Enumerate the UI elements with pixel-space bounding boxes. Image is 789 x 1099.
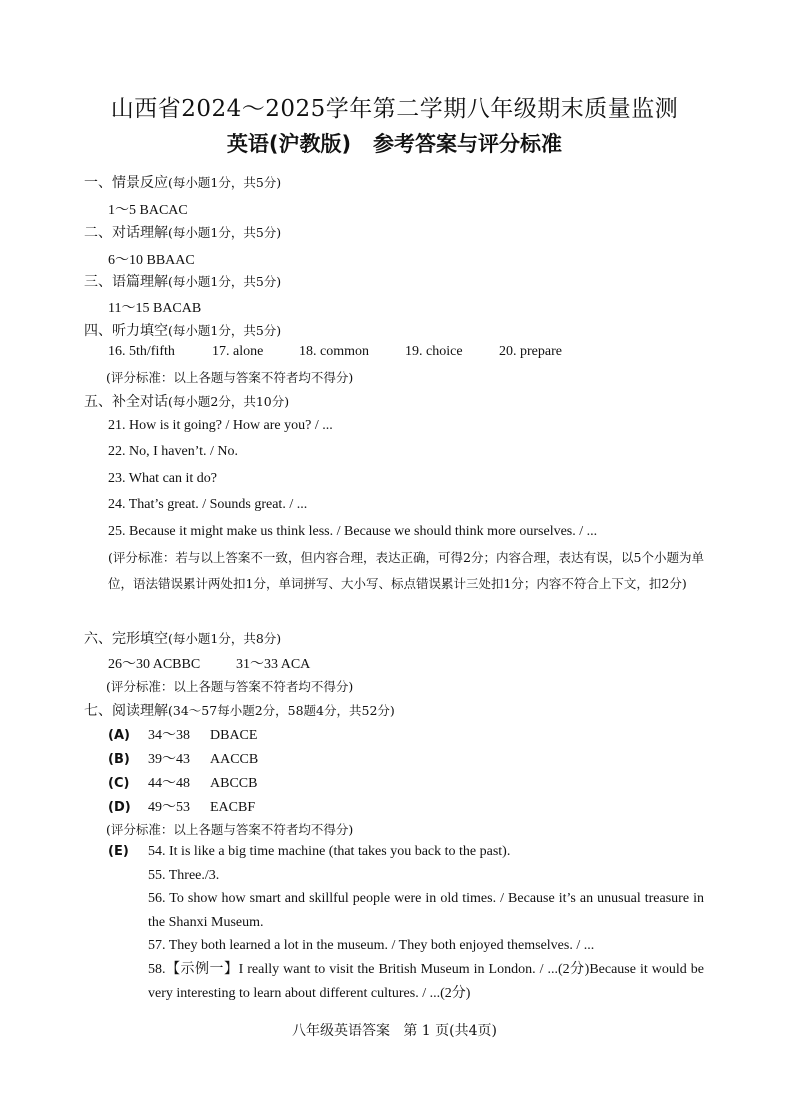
answer-item: 55. Three./3. [148,868,220,883]
section-name: 二、对话理解 [84,225,168,241]
answer-item: 24. That’s great. / Sounds great. / ... [108,497,308,512]
scoring-note: (评分标准：以上各题与答案不符者均不得分) [106,679,354,694]
answer-item: 16. 5th/fifth [108,344,175,359]
answer-line: 26～30 ACBBC [108,657,201,672]
section-points: (每小题1分，共5分) [168,225,282,240]
scoring-note: (评分标准：以上各题与答案不符者均不得分) [106,822,354,837]
section-points: (34～57每小题2分，58题4分，共52分) [168,703,395,718]
answer-line: 31～33 ACA [236,657,311,672]
answer-line: 1～5 BACAC [108,203,188,218]
answer-item: 18. common [299,344,369,359]
answer-item: 54. It is like a big time machine (that takes you back to the past). [148,844,511,859]
answer-item: 22. No, I haven’t. / No. [108,444,238,459]
section-heading [84,222,281,242]
answer-item [148,958,704,1006]
scoring-note: (评分标准：若与以上答案不一致，但内容合理，表达正确，可得2分；内容合理，表达有误，以5个小题为单位，语法错误累计两处扣1分，单词拼写、大小写、标点错误累计三处扣1分；内容不符合上下文，扣2分) [108,550,704,591]
section-heading [84,391,289,411]
reading-part-row [108,724,257,744]
answer-item: 57. They both learned a lot in the museum. / They both enjoyed themselves. / ... [148,938,595,953]
part-range: 49～53 [148,800,190,815]
answer-item: 23. What can it do? [108,471,217,486]
section-name: 七、阅读理解 [84,703,168,719]
answer-item: 19. choice [405,344,463,359]
document-subtitle: 英语(沪教版) 参考答案与评分标准 [226,132,563,156]
section-heading [84,320,281,340]
answer-item: 17. alone [212,344,264,359]
section-heading [84,700,395,720]
part-label: (B) [108,752,130,767]
answer-item [148,887,704,935]
section-points: (每小题2分，共10分) [168,394,290,409]
answer-line: 6～10 BBAAC [108,253,195,268]
part-answer: DBACE [210,728,258,743]
part-label: (D) [108,800,131,815]
section-name: 四、听力填空 [84,323,168,339]
reading-part-row [108,748,258,768]
part-range: 44～48 [148,776,190,791]
section-heading [84,172,281,192]
reading-part-row [108,772,257,792]
section-name: 五、补全对话 [84,394,168,410]
reading-part-row [108,796,255,816]
part-range: 39～43 [148,752,190,767]
document-title: 山西省2024～2025学年第二学期八年级期末质量监测 [110,96,679,122]
answer-line: 11～15 BACAB [108,301,202,316]
section-points: (每小题1分，共8分) [168,631,282,646]
part-answer: EACBF [210,800,256,815]
page-footer: 八年级英语答案 第 1 页(共4页) [292,1023,497,1039]
section-name: 六、完形填空 [84,631,168,647]
answer-item: 25. Because it might make us think less. / Because we should think more ourselves. / ... [108,524,598,539]
section-name: 三、语篇理解 [84,274,168,290]
section-heading [84,628,281,648]
part-answer: ABCCB [210,776,258,791]
part-range: 34～38 [148,728,190,743]
section-heading [84,271,281,291]
part-label: (A) [108,728,130,743]
answer-item: 21. How is it going? / How are you? / ... [108,418,333,433]
answer-text: 58.【示例一】I really want to visit the British Museum in London. / ...(2分)Because it would be very interesting to learn about different cultures. / ...(2分) [148,962,704,1001]
part-label: (C) [108,776,130,791]
section-points: (每小题1分，共5分) [168,274,282,289]
section-points: (每小题1分，共5分) [168,175,282,190]
scoring-note: (评分标准：以上各题与答案不符者均不得分) [106,370,354,385]
part-answer: AACCB [210,752,259,767]
section-name: 一、情景反应 [84,175,168,191]
answer-text: 56. To show how smart and skillful people were in old times. / Because it’s an unusual treasure in the Shanxi Museum. [148,891,704,930]
part-label: (E) [108,844,129,859]
answer-item: 20. prepare [499,344,562,359]
section-points: (每小题1分，共5分) [168,323,282,338]
